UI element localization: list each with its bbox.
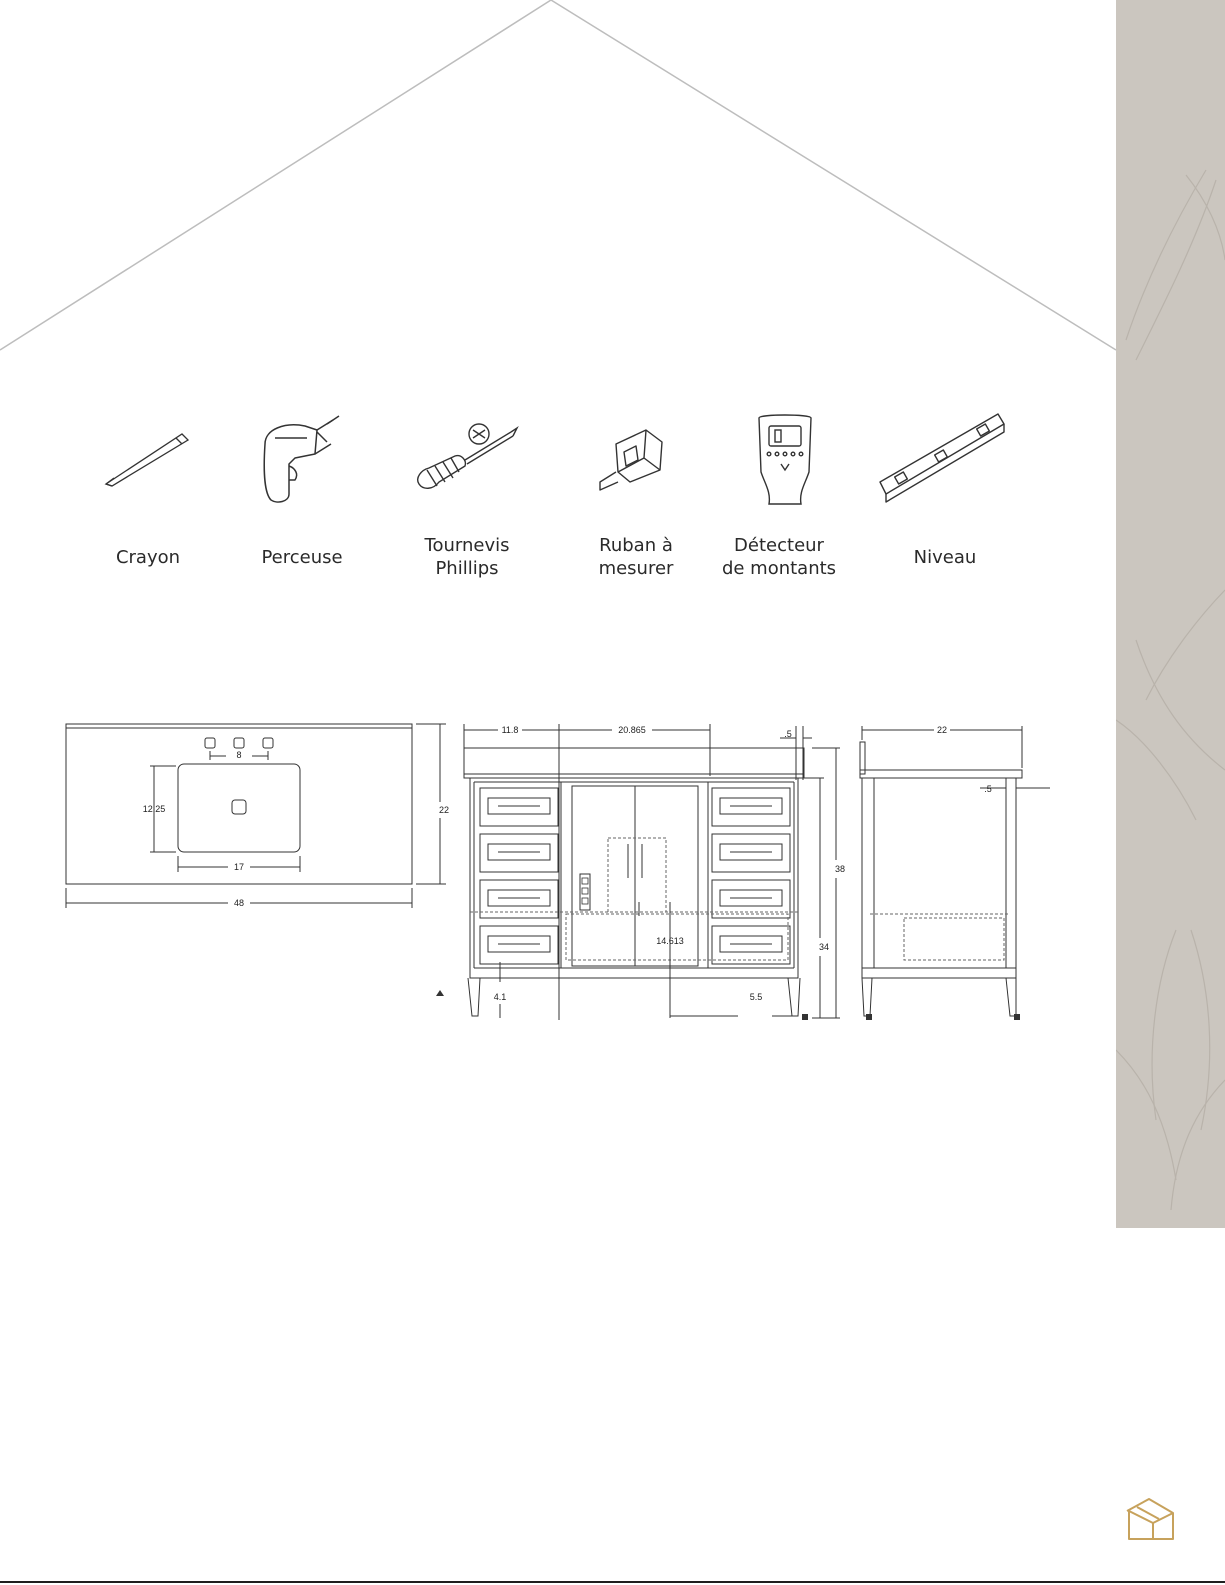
dim-opening-height: 14.613 (656, 936, 684, 946)
dim-sink-depth: 12.25 (142, 804, 166, 814)
tool-label-crayon: Crayon (115, 547, 181, 568)
tape-measure-icon (596, 424, 676, 499)
screwdriver-icon (415, 420, 525, 505)
bottom-rule (0, 1581, 1225, 1583)
dim-leg-left: 4.1 (493, 992, 507, 1002)
drill-icon (255, 414, 345, 514)
dim-height-total: 38 (834, 864, 846, 874)
dim-center-section: 20.865 (618, 725, 646, 735)
level-icon (878, 412, 1008, 512)
roof-outline (0, 0, 1225, 360)
tool-label-perceuse: Perceuse (261, 547, 343, 568)
dim-top-width: 48 (233, 898, 245, 908)
dim-left-section: 11.8 (501, 725, 519, 735)
tool-label-tournevis-phillips: Tournevis Phillips (424, 535, 510, 579)
vanity-front-view (464, 724, 840, 1020)
tool-label-niveau: Niveau (913, 547, 977, 568)
vanity-dimension-drawing (0, 720, 1110, 1040)
tool-label-ruban-a-mesurer: Ruban à mesurer (598, 535, 674, 579)
dim-leg-right: 5.5 (749, 992, 763, 1002)
vanity-side-view (860, 726, 1050, 1016)
house-logo-icon (1125, 1495, 1177, 1543)
stud-finder-icon (755, 412, 815, 515)
tool-label-detecteur-de-montants: Détecteur de montants (721, 535, 837, 579)
dim-side-depth: 22 (936, 725, 948, 735)
dim-top-overhang: .5 (784, 729, 792, 739)
dim-height-cabinet: 34 (818, 942, 830, 952)
dim-faucet-spacing: 8 (236, 750, 242, 760)
dim-side-overhang: .5 (984, 784, 992, 794)
dim-sink-width: 17 (233, 862, 245, 872)
countertop-top-view (66, 724, 446, 908)
pencil-icon (102, 428, 192, 493)
dim-top-depth: 22 (438, 805, 450, 815)
